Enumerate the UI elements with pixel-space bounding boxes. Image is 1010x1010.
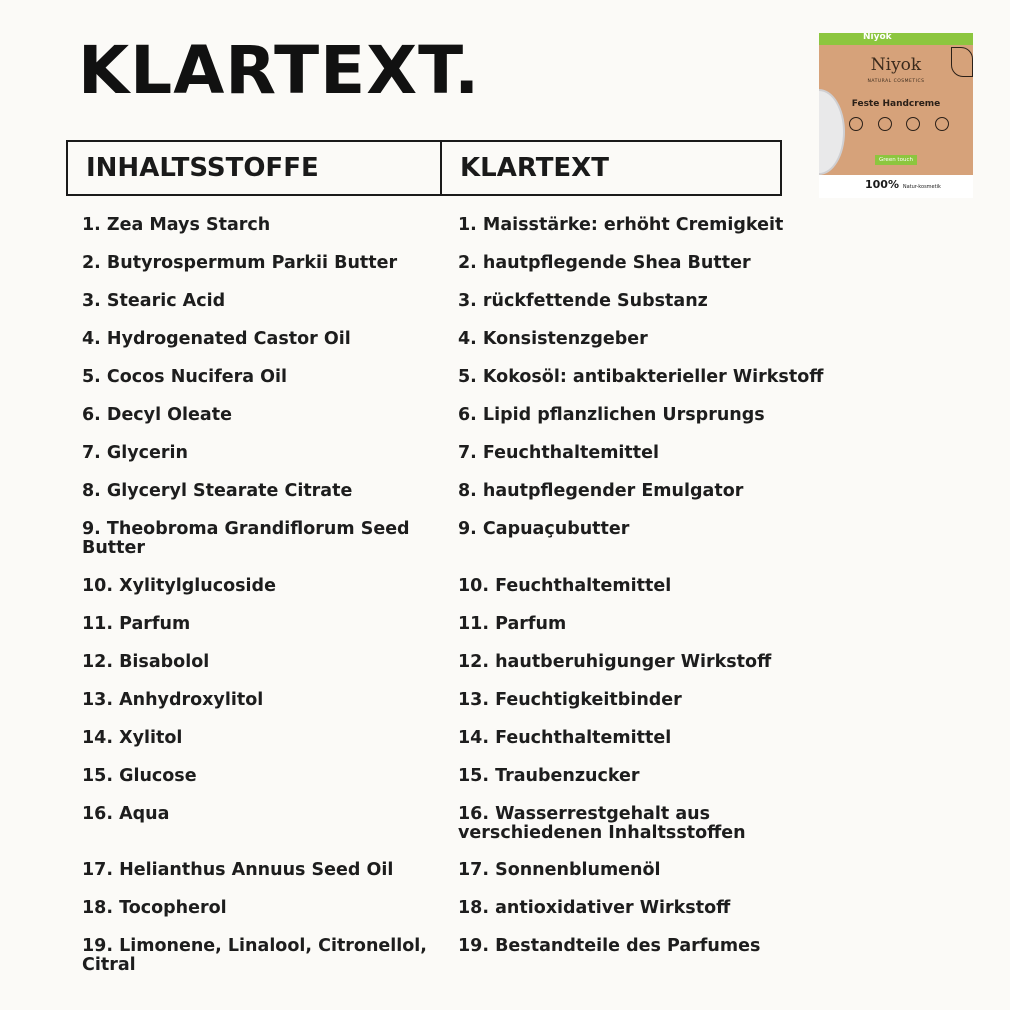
- explanation-cell: 15. Traubenzucker: [458, 766, 640, 786]
- table-row: [82, 729, 842, 748]
- water-free-icon: [935, 117, 949, 131]
- explanation-cell: 16. Wasserrestgehalt aus verschiedenen Inhaltsstoffen: [458, 804, 746, 843]
- product-brand-sub: NATURAL COSMETICS: [867, 79, 925, 84]
- table-row: [82, 520, 842, 558]
- table-row: [82, 937, 842, 975]
- ingredient-cell: 12. Bisabolol: [82, 652, 210, 672]
- ingredient-cell: 14. Xylitol: [82, 728, 183, 748]
- ingredient-cell: 16. Aqua: [82, 804, 170, 824]
- ingredient-cell: 4. Hydrogenated Castor Oil: [82, 329, 351, 349]
- ingredient-cell: 17. Helianthus Annuus Seed Oil: [82, 860, 394, 880]
- table-row: [82, 368, 842, 387]
- table-row: [82, 861, 842, 880]
- ingredient-cell: 18. Tocopherol: [82, 898, 227, 918]
- ingredient-cell: 1. Zea Mays Starch: [82, 215, 271, 235]
- vegan-icon: [849, 117, 863, 131]
- product-tag: Green touch: [875, 155, 917, 165]
- explanation-cell: 13. Feuchtigkeitbinder: [458, 690, 682, 710]
- page-title: KLARTEXT.: [78, 32, 481, 109]
- plastic-free-icon: [878, 117, 892, 131]
- ingredient-cell: 2. Butyrospermum Parkii Butter: [82, 253, 398, 273]
- product-name: Feste Handcreme: [851, 99, 941, 109]
- ingredient-cell: 13. Anhydroxylitol: [82, 690, 264, 710]
- ingredient-cell: 3. Stearic Acid: [82, 291, 226, 311]
- table-row: [82, 444, 842, 463]
- explanation-cell: 1. Maisstärke: erhöht Cremigkeit: [458, 215, 784, 235]
- explanation-cell: 18. antioxidativer Wirkstoff: [458, 898, 731, 918]
- badge-percent: 100%: [865, 178, 899, 191]
- ingredient-cell: 10. Xylitylglucoside: [82, 576, 276, 596]
- table-row: [82, 653, 842, 672]
- table-row: [82, 254, 842, 273]
- explanation-cell: 14. Feuchthaltemittel: [458, 728, 672, 748]
- product-top-label: Niyok: [863, 33, 892, 42]
- header-klartext: KLARTEXT: [460, 153, 609, 183]
- explanation-cell: 4. Konsistenzgeber: [458, 329, 648, 349]
- table-row: [82, 899, 842, 918]
- explanation-cell: 17. Sonnenblumenöl: [458, 860, 661, 880]
- explanation-cell: 2. hautpflegende Shea Butter: [458, 253, 751, 273]
- explanation-cell: 7. Feuchthaltemittel: [458, 443, 660, 463]
- table-row: [82, 292, 842, 311]
- badge-text: Natur-kosmetik: [902, 184, 941, 190]
- product-image: [819, 33, 973, 198]
- ingredient-cell: 5. Cocos Nucifera Oil: [82, 367, 288, 387]
- product-icons: [849, 117, 949, 135]
- table-row: [82, 330, 842, 349]
- table-header: [66, 140, 782, 196]
- table-row: [82, 691, 842, 710]
- table-row: [82, 767, 842, 786]
- explanation-cell: 10. Feuchthaltemittel: [458, 576, 672, 596]
- table-row: [82, 577, 842, 596]
- table-row: [82, 216, 842, 235]
- explanation-cell: 9. Capuaçubutter: [458, 519, 630, 539]
- ingredient-cell: 15. Glucose: [82, 766, 197, 786]
- header-ingredients: INHALTSSTOFFE: [68, 142, 442, 194]
- explanation-cell: 6. Lipid pflanzlichen Ursprungs: [458, 405, 765, 425]
- table-row: [82, 406, 842, 425]
- ingredient-cell: 8. Glyceryl Stearate Citrate: [82, 481, 353, 501]
- explanation-cell: 19. Bestandteile des Parfumes: [458, 936, 761, 956]
- table-row: [82, 805, 842, 843]
- explanation-cell: 5. Kokosöl: antibakterieller Wirkstoff: [458, 367, 824, 387]
- explanation-cell: 11. Parfum: [458, 614, 567, 634]
- ingredient-cell: 9. Theobroma Grandiflorum Seed Butter: [82, 519, 410, 558]
- ingredient-cell: 11. Parfum: [82, 614, 191, 634]
- product-brand: Niyok: [870, 55, 922, 75]
- product-badge: [865, 178, 941, 191]
- ingredient-cell: 19. Limonene, Linalool, Citronellol, Citral: [82, 936, 427, 975]
- product-top-band: [819, 33, 973, 45]
- explanation-cell: 3. rückfettende Substanz: [458, 291, 708, 311]
- ingredient-cell: 7. Glycerin: [82, 443, 189, 463]
- explanation-cell: 12. hautberuhigunger Wirkstoff: [458, 652, 772, 672]
- natural-icon: [906, 117, 920, 131]
- table-row: [82, 482, 842, 501]
- ingredient-cell: 6. Decyl Oleate: [82, 405, 232, 425]
- explanation-cell: 8. hautpflegender Emulgator: [458, 481, 744, 501]
- table-row: [82, 615, 842, 634]
